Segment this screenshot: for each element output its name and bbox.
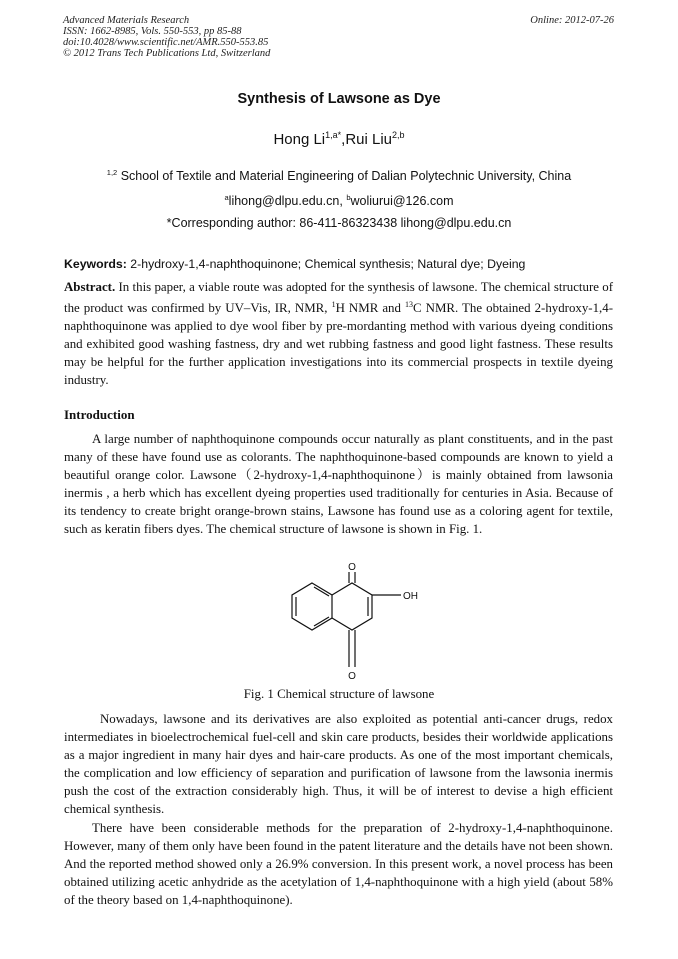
abstract-text-2: H NMR and [335,301,405,316]
keywords [64,257,624,271]
author-1-name: Hong Li [273,131,326,148]
intro-paragraph-3: There have been considerable methods for the preparation of 2-hydroxy-1,4-naphthoquinone. However, many of them only have been found in the patent literature and the details have not been shown. And the reported method showed only a 26.9% conversion. In this present work, a novel process has been obtained utilizing acetic anhydride as the acetylation of 1,4-naphthoquinone with a high yield (about 58% of the theory based on 1,4-naphthoquinone). [64,821,613,908]
email-b-sup: b [346,193,351,202]
affiliation-text: School of Textile and Material Engineering of Dalian Polytechnic University, China [117,169,572,183]
author-2-sup: 2,b [392,130,405,140]
affiliation [0,168,678,183]
affiliation-sup: 1,2 [106,168,118,177]
journal-header [63,15,270,59]
keywords-text: 2-hydroxy-1,4-naphthoquinone; Chemical synthesis; Natural dye; Dyeing [126,257,526,271]
author-2-name: Rui Liu [345,131,393,148]
author-separator: , [341,131,346,148]
email-b: woliurui@126.com [350,194,454,208]
keywords-label: Keywords: [64,257,127,271]
figure-caption: Fig. 1 Chemical structure of lawsone [243,687,435,701]
email-a: lihong@dlpu.edu.cn, [228,194,347,208]
journal-name: Advanced Materials Research [63,15,190,26]
atom-o-bottom: O [348,671,356,682]
abstract [64,278,613,390]
lawsone-structure-figure [270,560,430,685]
doi-line: doi:10.4028/www.scientific.net/AMR.550-553.85 [63,37,269,48]
abstract-text-3: C NMR. The obtained 2-hydroxy-1,4-naphthoquinone was applied to dye wool fiber by pre-mordanting method with various dyeing conditions and exhibited good washing fastness, dry and wet rubbing fastness and good light fastness. These results may be helpful for the further application investigations into its commercial prospects in textile dyeing industry. [64,301,613,388]
email-a-sup: a [224,193,229,202]
atom-o-top: O [348,562,356,573]
corresponding-author: *Corresponding author: 86-411-86323438 lihong@dlpu.edu.cn [166,216,512,230]
abstract-label: Abstract. [64,280,116,294]
paper-title: Synthesis of Lawsone as Dye [237,91,441,107]
author-1-sup: 1,a* [325,130,342,140]
online-date: Online: 2012-07-26 [530,15,614,26]
abstract-text-1: In this paper, a viable route was adopted for the synthesis of lawsone. The chemical structure of the product was confirmed by UV–Vis, IR, NMR, [64,280,613,316]
email-line [0,193,678,208]
abstract-sup-1: 1 [331,300,336,310]
intro-paragraph-2: Nowadays, lawsone and its derivatives are also exploited as potential anti-cancer drugs, redox intermediates in bioelectrochemical fuel-cell and skin care products, besides their worldwide applications as a major ingredient in many hair dyes and hair-care products. As one of the most important chemicals, the complication and low efficiency of separation and purification of lawsone from the lawsonia inermis push the cost of the extraction considerably high. Thus, it will be of interest to devise a high efficient chemical synthesis. [64,712,613,817]
issn-line: ISSN: 1662-8985, Vols. 550-553, pp 85-88 [63,26,242,37]
molecule-bonds [292,572,401,667]
copyright-line: © 2012 Trans Tech Publications Ltd, Switzerland [63,48,271,59]
author-line [0,130,678,148]
atom-oh: OH [403,591,418,602]
intro-paragraph-1: A large number of naphthoquinone compounds occur naturally as plant constituents, and in the past many of these have found use as colorants. The naphthoquinone-based compounds are known to yield a beautiful orange color. Lawsone（2-hydroxy-1,4-naphthoquinone）is mainly obtained from lawsonia inermis , a herb which has excellent dyeing properties used traditionally for centuries in Asia. Because of its tendency to create bright orange-brown stains, Lawsone has found use as a coloring agent for textile, such as keratin fibers dyes. The chemical structure of lawsone is shown in Fig. 1. [64,432,613,537]
section-heading: Introduction [64,407,135,422]
abstract-sup-2: 13 [405,300,413,310]
